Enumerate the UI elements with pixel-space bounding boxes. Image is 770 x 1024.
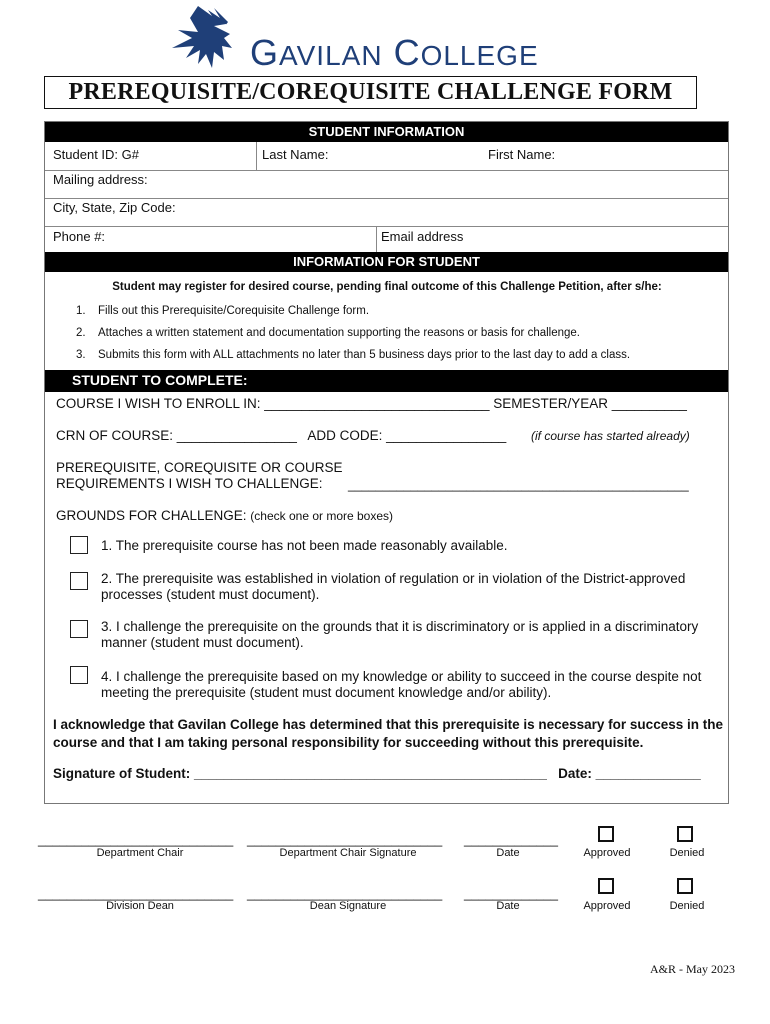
- prereq-label-line2: REQUIREMENTS I WISH TO CHALLENGE:: [56, 476, 323, 491]
- date-label: Date: [496, 847, 520, 859]
- grounds-label: GROUNDS FOR CHALLENGE: (check one or more boxes): [56, 508, 394, 523]
- crn-note: (if course has started already): [531, 429, 690, 443]
- info-item-text: Attaches a written statement and documentation supporting the reasons or basis for challenge.: [98, 327, 581, 339]
- dept-chair-signature-line[interactable]: ___________________________: [247, 832, 443, 847]
- division-dean-label: Division Dean: [106, 900, 174, 912]
- dept-chair-line[interactable]: ___________________________: [38, 832, 234, 847]
- info-item-text: Fills out this Prerequisite/Corequisite Challenge form.: [98, 305, 370, 317]
- dept-denied-checkbox[interactable]: [677, 826, 693, 842]
- ground-2-text: 2. The prerequisite was established in violation of regulation or in violation of the District-approved processes (student must document).: [101, 571, 686, 602]
- ground-2-checkbox[interactable]: [70, 572, 88, 590]
- date-label: Date: [496, 900, 520, 912]
- denied-label: Denied: [669, 847, 705, 859]
- ground-3-text: 3. I challenge the prerequisite on the grounds that it is discriminatory or is applied in a discriminatory manner (student must document).: [101, 619, 699, 650]
- crn-add-code-field[interactable]: CRN OF COURSE: ________________ ADD CODE: ________________: [56, 428, 507, 443]
- divider: [376, 226, 377, 252]
- approved-label: Approved: [583, 847, 631, 859]
- info-item-number: 2.: [76, 327, 86, 339]
- info-item-number: 1.: [76, 305, 86, 317]
- student-complete-header: STUDENT TO COMPLETE:: [45, 370, 728, 392]
- mailing-address-field[interactable]: Mailing address:: [53, 172, 148, 187]
- dept-chair-label: Department Chair: [96, 847, 184, 859]
- divider: [45, 170, 728, 171]
- dept-chair-date-line[interactable]: _____________: [464, 832, 558, 847]
- page-title: PREREQUISITE/COREQUISITE CHALLENGE FORM: [68, 79, 673, 105]
- dean-date-line[interactable]: _____________: [464, 886, 558, 901]
- student-id-field[interactable]: Student ID: G#: [53, 147, 139, 162]
- ground-4-text: 4. I challenge the prerequisite based on my knowledge or ability to succeed in the course despite not meeting the prerequisite (student must document knowledge and/or ability).: [101, 669, 702, 700]
- prereq-blank-field[interactable]: _________________________________________________: [348, 478, 689, 492]
- divider: [45, 198, 728, 199]
- logo-wordmark: GAVILAN COLLEGE: [250, 32, 539, 73]
- divider: [45, 226, 728, 227]
- student-info-header: STUDENT INFORMATION: [45, 122, 728, 142]
- dean-denied-checkbox[interactable]: [677, 878, 693, 894]
- info-lead-text: Student may register for desired course, pending final outcome of this Challenge Petition, after s/he:: [112, 281, 662, 293]
- ground-1-text: 1. The prerequisite course has not been made reasonably available.: [101, 538, 508, 553]
- ground-3-checkbox[interactable]: [70, 620, 88, 638]
- acknowledgement-text: I acknowledge that Gavilan College has determined that this prerequisite is necessary for success in the course and that I am taking personal responsibility for succeeding without this prerequisite.: [53, 717, 723, 750]
- info-item-number: 3.: [76, 349, 86, 361]
- dean-signature-line[interactable]: ___________________________: [247, 886, 443, 901]
- dean-signature-label: Dean Signature: [309, 900, 387, 912]
- first-name-field[interactable]: First Name:: [488, 147, 556, 162]
- student-signature-field[interactable]: Signature of Student: _______________________________________________ Date: ______________: [53, 766, 701, 781]
- prereq-label-line1: PREREQUISITE, COREQUISITE OR COURSE: [56, 460, 343, 475]
- dean-approved-checkbox[interactable]: [598, 878, 614, 894]
- college-logo: [168, 4, 568, 74]
- course-enroll-field[interactable]: COURSE I WISH TO ENROLL IN: ______________________________ SEMESTER/YEAR __________: [56, 396, 687, 411]
- eagle-icon: [168, 4, 248, 74]
- ground-1-checkbox[interactable]: [70, 536, 88, 554]
- dept-chair-signature-label: Department Chair Signature: [279, 847, 417, 859]
- divider: [256, 142, 257, 170]
- info-item-text: Submits this form with ALL attachments no later than 5 business days prior to the last day to add a class.: [98, 349, 631, 361]
- division-dean-line[interactable]: ___________________________: [38, 886, 234, 901]
- last-name-field[interactable]: Last Name:: [262, 147, 329, 162]
- dept-approved-checkbox[interactable]: [598, 826, 614, 842]
- info-for-student-header: INFORMATION FOR STUDENT: [45, 252, 728, 272]
- ground-4-checkbox[interactable]: [70, 666, 88, 684]
- approved-label: Approved: [583, 900, 631, 912]
- city-state-zip-field[interactable]: City, State, Zip Code:: [53, 200, 176, 215]
- email-field[interactable]: Email address: [381, 229, 464, 244]
- denied-label: Denied: [669, 900, 705, 912]
- phone-field[interactable]: Phone #:: [53, 229, 106, 244]
- footer-revision: A&R - May 2023: [650, 962, 735, 976]
- title-box: [44, 76, 697, 109]
